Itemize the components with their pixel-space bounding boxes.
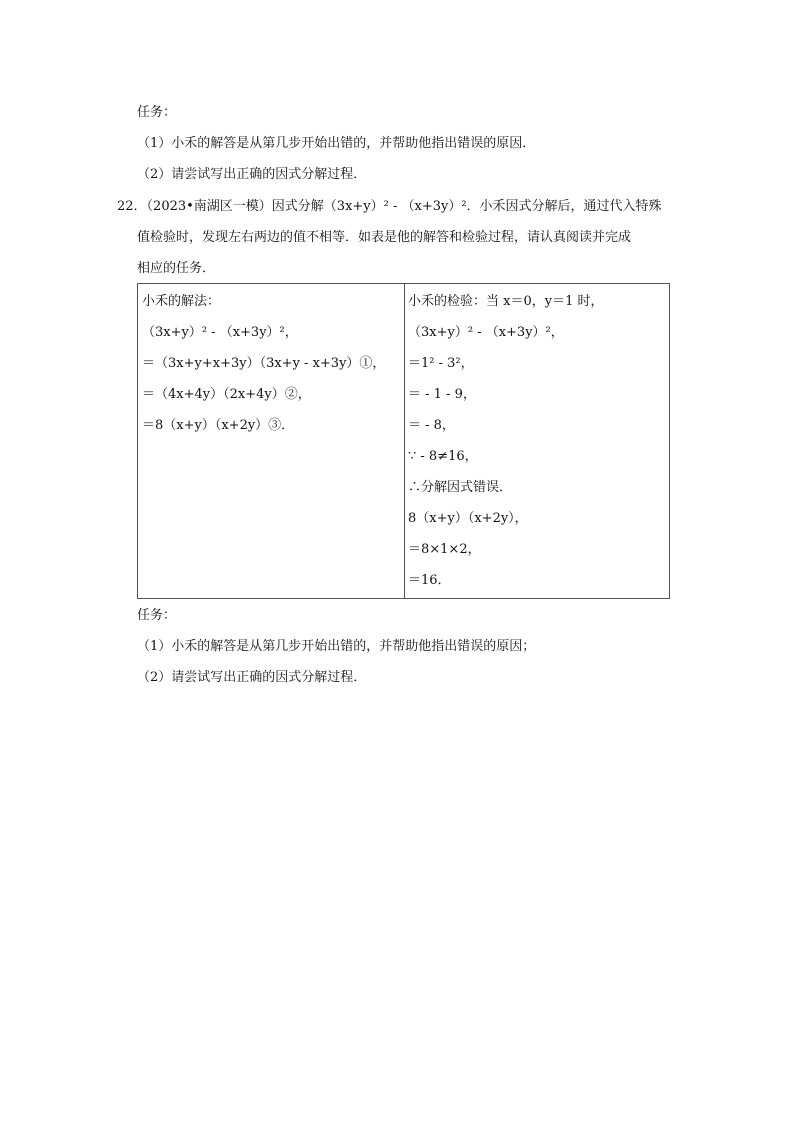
left-line-3: ＝（3x+y+x+3y）（3x+y - x+3y）①， bbox=[142, 356, 386, 371]
task1-heading: 任务： bbox=[137, 105, 177, 120]
right-line-8: 8（x+y）（x+2y）， bbox=[408, 511, 528, 526]
right-line-5: ＝ - 8， bbox=[408, 418, 455, 433]
right-line-9: ＝8×1×2， bbox=[408, 542, 481, 557]
right-line-1: 小禾的检验：当 x＝0，y＝1 时， bbox=[408, 294, 604, 309]
right-line-3: ＝1² - 3²， bbox=[408, 356, 474, 371]
task2-heading: 任务： bbox=[137, 608, 177, 623]
table-divider bbox=[404, 284, 405, 598]
task2-item-2: （2）请尝试写出正确的因式分解过程． bbox=[137, 670, 367, 685]
right-line-10: ＝16． bbox=[408, 573, 451, 588]
problem22-line-2: 值检验时，发现左右两边的值不相等．如表是他的解答和检验过程，请认真阅读并完成 bbox=[137, 230, 632, 245]
task2-item-1: （1）小禾的解答是从第几步开始出错的，并帮助他指出错误的原因； bbox=[137, 639, 536, 654]
task1-item-1: （1）小禾的解答是从第几步开始出错的，并帮助他指出错误的原因． bbox=[137, 136, 536, 151]
left-line-5: ＝8（x+y）（x+2y）③． bbox=[142, 418, 295, 433]
left-line-1: 小禾的解法： bbox=[142, 294, 221, 309]
right-line-7: ∴分解因式错误． bbox=[408, 480, 513, 495]
left-line-4: ＝（4x+4y）（2x+4y）②， bbox=[142, 387, 311, 402]
problem22-line-1: 22．（2023•南湖区一模）因式分解（3x+y）² - （x+3y）²．小禾因式分解后，通过代入特殊 bbox=[117, 199, 662, 214]
solution-table bbox=[137, 283, 670, 599]
right-line-6: ∵ - 8≠16， bbox=[408, 449, 478, 464]
right-line-4: ＝ - 1 - 9， bbox=[408, 387, 476, 402]
problem22-line-3: 相应的任务． bbox=[137, 261, 216, 276]
right-line-2: （3x+y）² - （x+3y）²， bbox=[408, 325, 564, 340]
left-line-2: （3x+y）² - （x+3y）²， bbox=[142, 325, 298, 340]
task1-item-2: （2）请尝试写出正确的因式分解过程． bbox=[137, 167, 367, 182]
